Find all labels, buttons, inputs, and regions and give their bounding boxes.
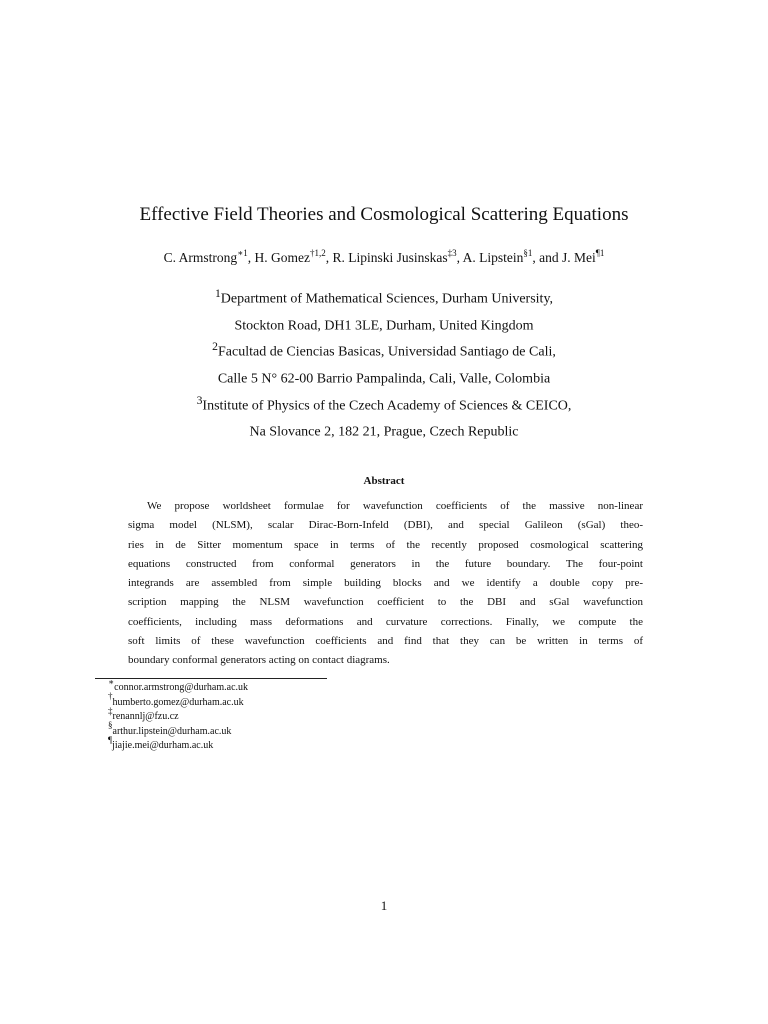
affiliation-line: $^1$Department of Mathematical Sciences, Durham University, [214, 287, 554, 307]
author-list [0, 248, 768, 268]
affiliation-line: $^2$Facultad de Ciencias Basicas, Universidad Santiago de Cali, [212, 340, 556, 360]
author: A. Lipstein$^{\S 1}$, and [462, 247, 563, 265]
abstract-heading: Abstract [363, 475, 405, 487]
author-mark: ‡3 [447, 247, 457, 258]
footnote-divider [95, 678, 327, 679]
author-mark: §1 [523, 247, 533, 258]
affiliation-line: Stockton Road, DH1 3LE, Durham, United Kingdom [234, 318, 534, 334]
footnote-email: ¶jiajie.mei@durham.ac.uk [108, 734, 214, 751]
abstract-body [128, 497, 643, 671]
abstract-line: soft limits of these wavefunction coefficients and find that they can be written in terms of [128, 635, 643, 648]
affiliation-line: Calle 5 N° 62-00 Barrio Pampalinda, Cali, Valle, Colombia [217, 371, 551, 387]
abstract-line: integrands are assembled from simple building blocks and we identify a double copy pre- [128, 577, 643, 590]
abstract-line: coefficients, including mass deformations and curvature corrections. Finally, we compute the [128, 615, 643, 628]
author: R. Lipinski Jusinskas$^{\ddagger 3}$, [332, 247, 463, 265]
footnote-email: †humberto.gomez@durham.ac.uk [108, 691, 244, 708]
affiliation-list [0, 283, 768, 443]
abstract-line: sigma model (NLSM), scalar Dirac-Born-Infeld (DBI), and special Galileon (sGal) theo- [128, 519, 643, 532]
page-number: 1 [380, 898, 388, 913]
author: J. Mei$^{\P 1}$ [562, 247, 605, 265]
affiliation-line: $^3$Institute of Physics of the Czech Academy of Sciences & CEICO, [196, 393, 572, 414]
author-mark: ∗1 [237, 247, 248, 258]
footnote-email: ‡renannlj@fzu.cz [108, 705, 179, 722]
abstract-line: equations constructed from conformal generators in the future boundary. The four-point [128, 557, 643, 570]
author: H. Gomez$^{\dagger 1,2}$, [254, 247, 333, 265]
abstract-line: We propose worldsheet formulae for wavefunction coefficients of the massive non-linear [147, 500, 643, 512]
abstract-line: boundary conformal generators acting on contact diagrams. [128, 654, 390, 667]
footnote-email: ∗connor.armstrong@durham.ac.uk [108, 676, 249, 693]
footnote-email: §arthur.lipstein@durham.ac.uk [108, 720, 232, 737]
author-mark: ¶1 [595, 247, 605, 258]
author-mark: †1,2 [310, 247, 326, 258]
affiliation-line: Na Slovance 2, 182 21, Prague, Czech Republic [249, 424, 519, 440]
abstract-line: ries in de Sitter momentum space in terms of the recently proposed cosmological scattering [128, 538, 643, 551]
abstract-line: scription mapping the NLSM wavefunction coefficient to the DBI and sGal wavefunction [128, 596, 643, 609]
paper-title: Effective Field Theories and Cosmological Scattering Equations [139, 204, 629, 225]
author: C. Armstrong$^{∗1}$, [163, 247, 255, 265]
footnote-list [108, 676, 249, 754]
